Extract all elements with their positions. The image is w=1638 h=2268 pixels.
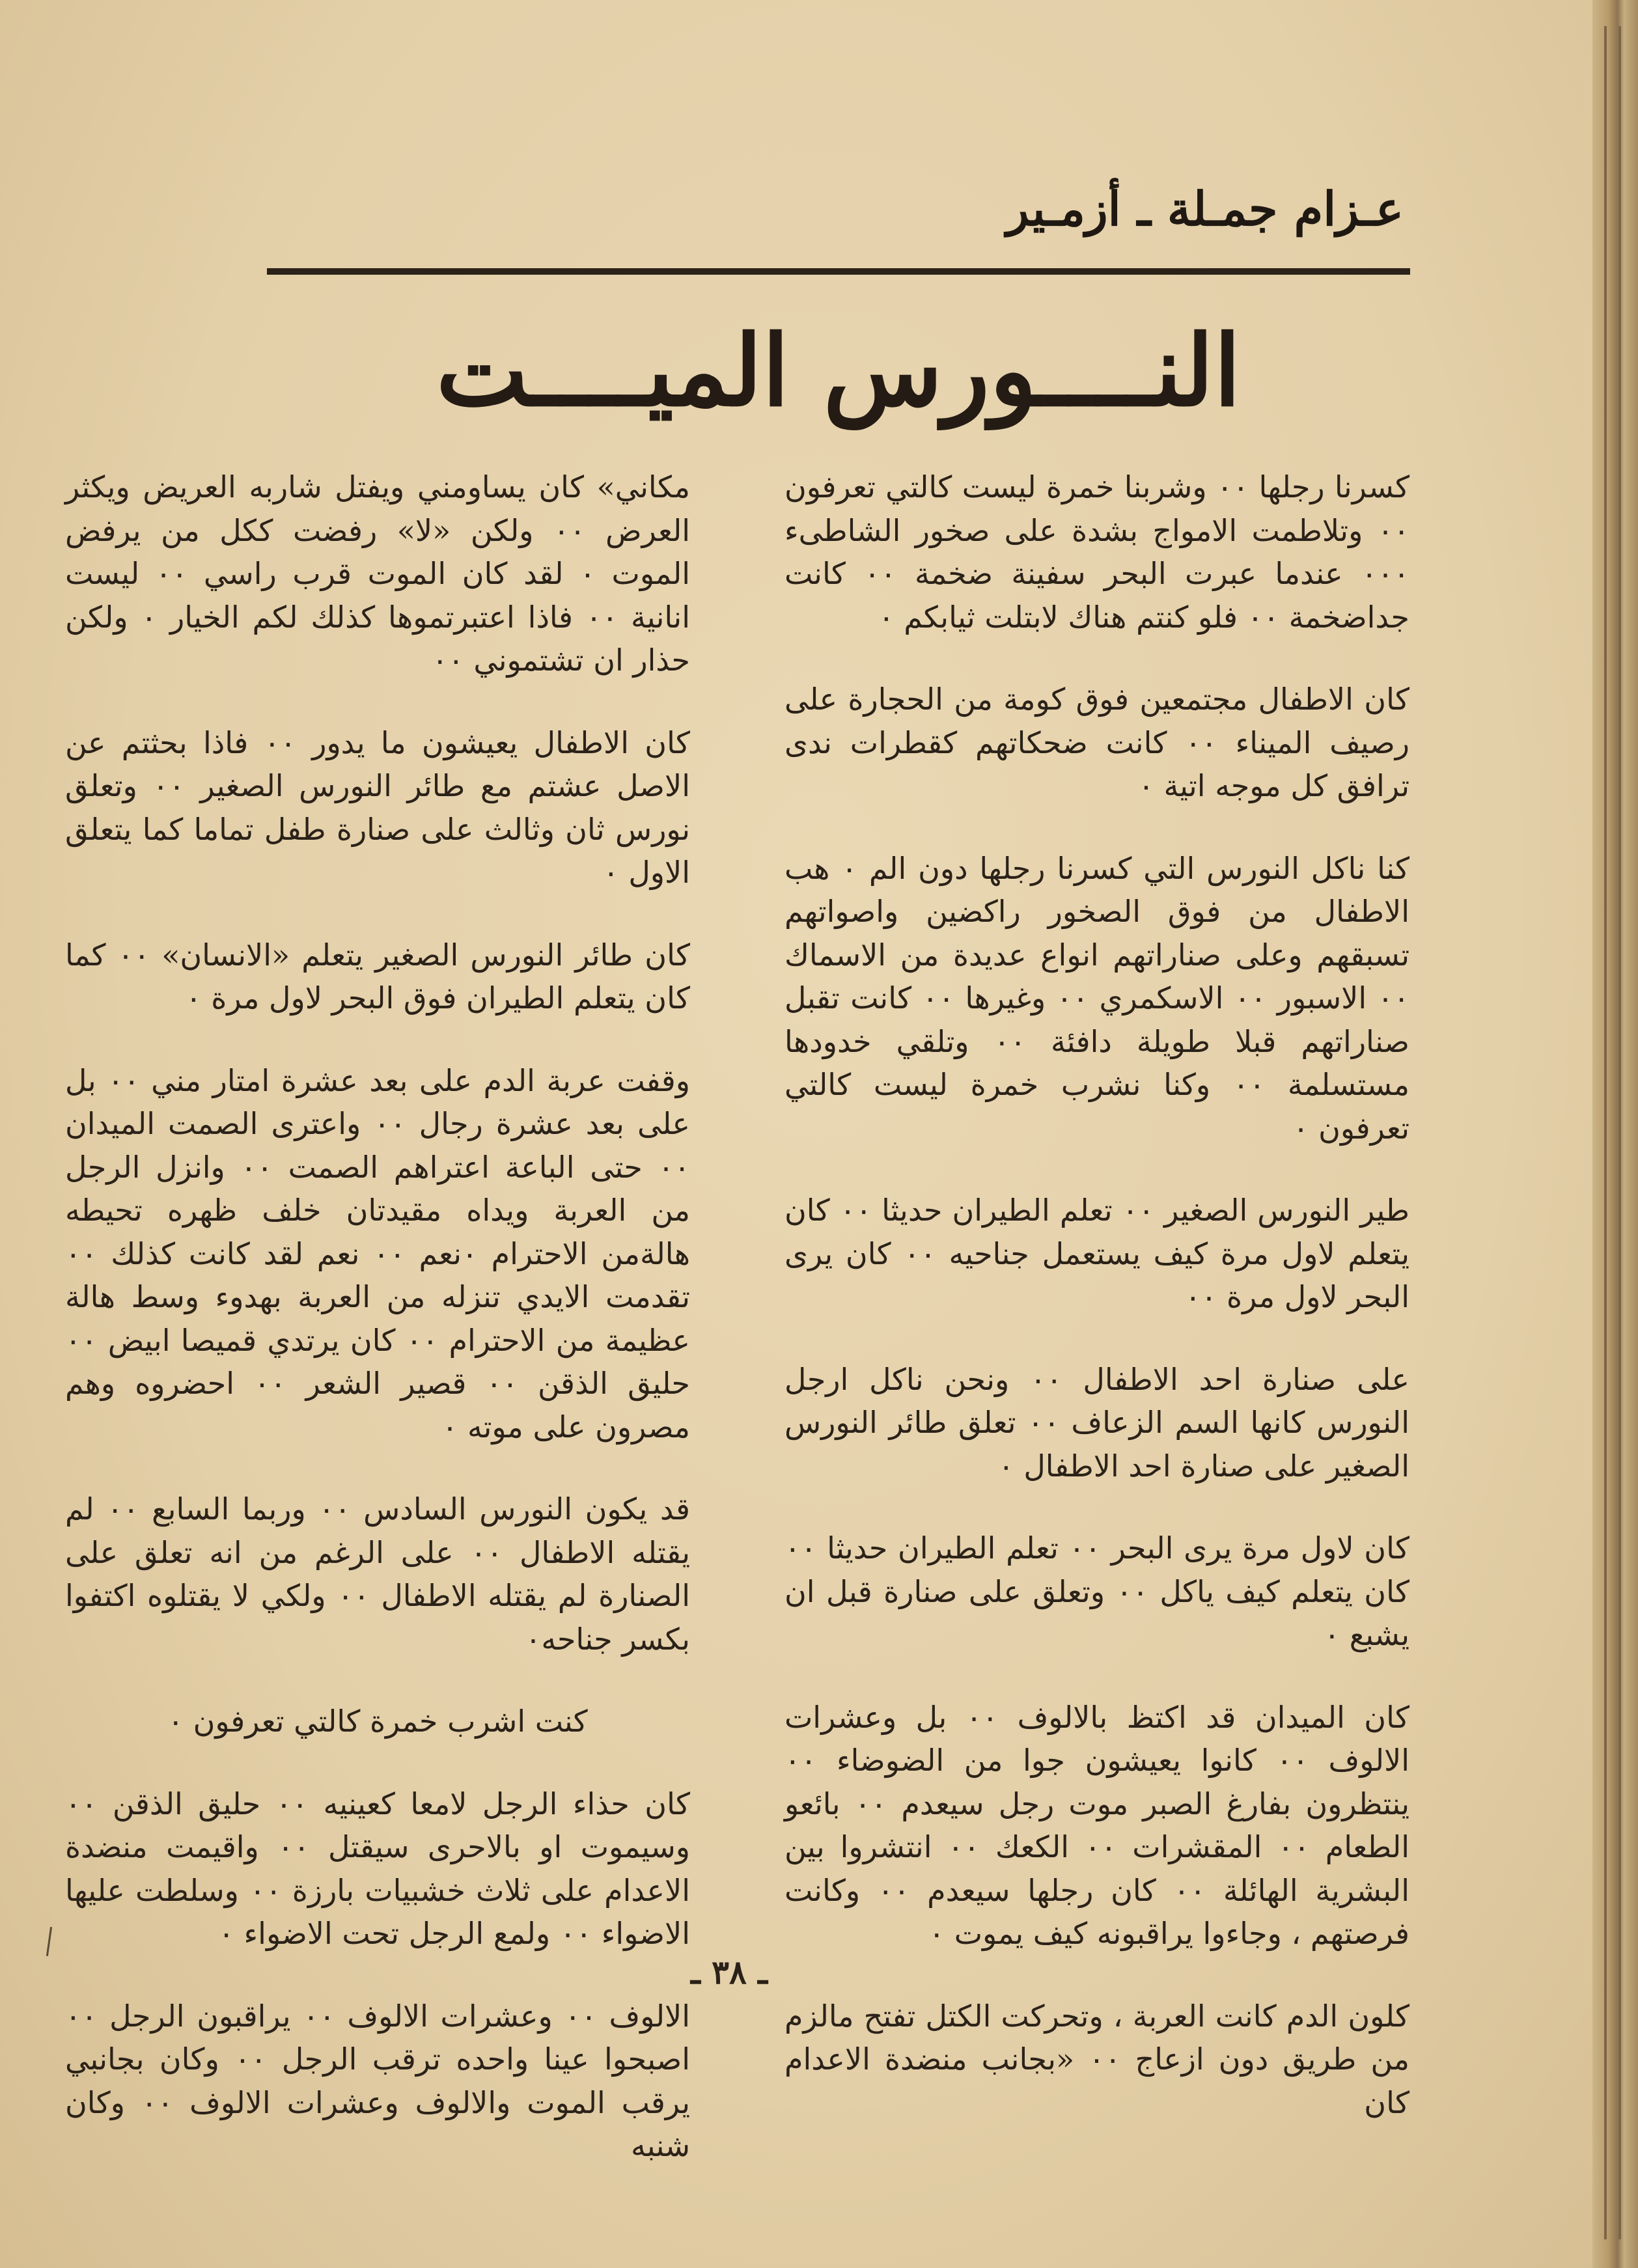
paragraph: كان الاطفال مجتمعين فوق كومة من الحجارة على رصيف الميناء ٠٠ كانت ضحكاتهم كقطرات ندى ترافق كل موجه اتية ٠ (784, 682, 1409, 803)
paragraph: كنت اشرب خمرة كالتي تعرفون ٠ (167, 1704, 588, 1739)
paragraph: كان لاول مرة يرى البحر ٠٠ تعلم الطيران حديثا ٠٠ كان يتعلم كيف ياكل ٠٠ وتعلق على صنارة قبل ان يشبع ٠ (784, 1530, 1409, 1652)
pencil-mark (46, 1927, 52, 1956)
left-text-column (65, 465, 690, 2207)
header-rule (267, 268, 1410, 275)
paragraph: كلون الدم كانت العربة ، وتحركت الكتل تفتح مالزم من طريق دون ازعاج ٠٠ «بجانب منضدة الاعدام كان (784, 1998, 1409, 2120)
book-spine (1592, 0, 1638, 2268)
spine-line (1618, 26, 1621, 2239)
spine-line (1604, 26, 1607, 2239)
paragraph: طير النورس الصغير ٠٠ تعلم الطيران حديثا ٠٠ كان يتعلم لاول مرة كيف يستعمل جناحيه ٠٠ كان يرى البحر لاول مرة ٠٠ (784, 1193, 1409, 1314)
paragraph: كنا ناكل النورس التي كسرنا رجلها دون الم ٠ هب الاطفال من فوق الصخور راكضين واصواتهم تسبقهم وعلى صناراتهم انواع عديدة من الاسماك ٠٠ الاسبور ٠٠ الاسكمري ٠٠ وغيرها ٠٠ كانت تقبل صناراتهم قبلا طويلة دافئة ٠٠ وتلقي خدودها مستسلمة ٠٠ وكنا نشرب خمرة ليست كالتي تعرفون ٠ (784, 850, 1409, 1146)
article-title: النــــورس الميــــت (436, 314, 1242, 428)
paragraph: كان الاطفال يعيشون ما يدور ٠٠ فاذا بحثتم عن الاصل عشتم مع طائر النورس الصغير ٠٠ وتعلق نورس ثان وثالث على صنارة طفل تماما كما يتعلق الاول ٠ (65, 725, 690, 890)
right-text-column (784, 465, 1409, 2163)
paragraph: الالوف ٠٠ وعشرات الالوف ٠٠ يراقبون الرجل ٠٠ اصبحوا عينا واحده ترقب الرجل ٠٠ وكان بجانبي يرقب الموت والالوف وعشرات الالوف ٠٠ وكان شنبه (65, 1998, 690, 2163)
paragraph: كان الميدان قد اكتظ بالالوف ٠٠ بل وعشرات الالوف ٠٠ كانوا يعيشون جوا من الضوضاء ٠٠ ينتظرون بفارغ الصبر موت رجل سيعدم ٠٠ بائعو الطعام ٠٠ المقشرات ٠٠ الكعك ٠٠ انتشروا بين البشرية الهائلة ٠٠ كان رجلها سيعدم ٠٠ وكانت فرصتهم ، وجاءوا يراقبونه كيف يموت ٠ (784, 1699, 1410, 1951)
paragraph: على صنارة احد الاطفال ٠٠ ونحن ناكل ارجل النورس كانها السم الزعاف ٠٠ تعلق طائر النورس الصغير على صنارة احد الاطفال ٠ (784, 1361, 1409, 1484)
paragraph: وقفت عربة الدم على بعد عشرة امتار مني ٠٠ بل على بعد عشرة رجال ٠٠ واعترى الصمت الميدان ٠٠ حتى الباعة اعتراهم الصمت ٠٠ وانزل الرجل من العربة ويداه مقيدتان خلف ظهره تحيطه هالةمن الاحترام ٠نعم ٠٠ نعم لقد كانت كذلك ٠٠ تقدمت الايدي تنزله من العربة بهدوء وسط هالة عظيمة من الاحترام ٠٠ كان يرتدي قميصا ابيض ٠٠ حليق الذقن ٠٠ قصير الشعر ٠٠ احضروه وهم مصرون على موته ٠ (65, 1062, 690, 1445)
paragraph: كان حذاء الرجل لامعا كعينيه ٠٠ حليق الذقن ٠٠ وسيموت او بالاحرى سيقتل ٠٠ واقيمت منضدة الاعدام على ثلاث خشبيات بارزة ٠٠ وسلطت عليها الاضواء ٠٠ ولمع الرجل تحت الاضواء ٠ (65, 1786, 690, 1951)
paragraph: كان طائر النورس الصغير يتعلم «الانسان» ٠٠ كما كان يتعلم الطيران فوق البحر لاول مرة ٠ (65, 937, 690, 1016)
paragraph: قد يكون النورس السادس ٠٠ وربما السابع ٠٠ لم يقتله الاطفال ٠٠ على الرغم من انه تعلق على الصنارة لم يقتله الاطفال ٠٠ ولكي لا يقتلوه اكتفوا بكسر جناحه٠ (65, 1491, 690, 1657)
page-number: ـ ٣٨ ـ (691, 1953, 768, 1991)
author-name: عـزام جمـلة ـ أزمـير (1006, 181, 1404, 236)
paragraph: مكاني» كان يساومني ويفتل شاربه العريض ويكثر العرض ٠٠ ولكن «لا» رفضت ككل من يرفض الموت ٠ لقد كان الموت قرب راسي ٠٠ ليست انانية ٠٠ فاذا اعتبرتموها كذلك لكم الخيار ٠ ولكن حذار ان تشتموني ٠٠ (65, 469, 690, 678)
paragraph: كسرنا رجلها ٠٠ وشربنا خمرة ليست كالتي تعرفون ٠٠ وتلاطمت الامواج بشدة على صخور الشاطىء ٠٠٠ عندما عبرت البحر سفينة ضخمة ٠٠ كانت جداضخمة ٠٠ فلو كنتم هناك لابتلت ثيابكم ٠ (784, 469, 1410, 635)
